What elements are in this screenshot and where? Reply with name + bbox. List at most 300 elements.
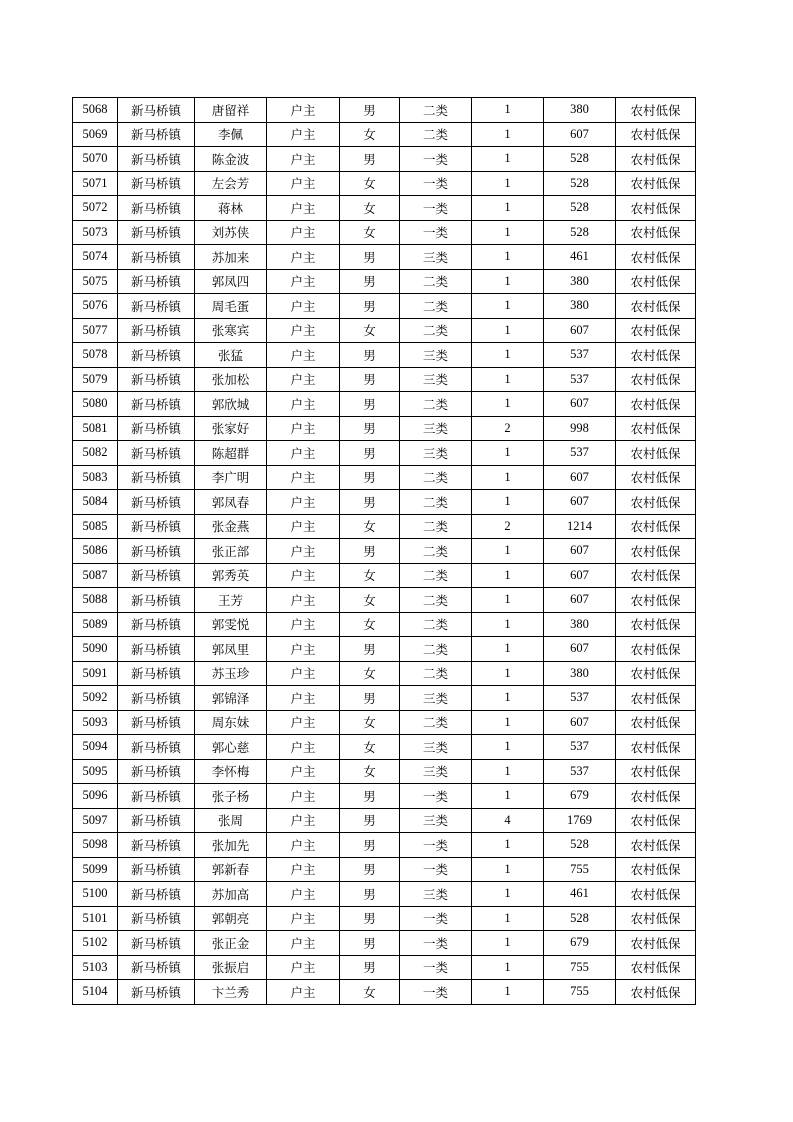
amount-cell: 607 [544, 637, 616, 662]
gender-cell: 男 [340, 343, 400, 368]
assistance-type-cell: 农村低保 [616, 661, 696, 686]
gender-cell: 男 [340, 416, 400, 441]
town-cell: 新马桥镇 [118, 759, 195, 784]
town-cell: 新马桥镇 [118, 784, 195, 809]
amount-cell: 1214 [544, 514, 616, 539]
assistance-type-cell: 农村低保 [616, 882, 696, 907]
table-row [73, 245, 696, 270]
serial-number-cell: 5073 [73, 220, 118, 245]
name-cell: 郭凤里 [195, 637, 267, 662]
town-cell: 新马桥镇 [118, 710, 195, 735]
serial-number-cell: 5104 [73, 980, 118, 1005]
household-size-cell: 4 [472, 808, 544, 833]
gender-cell: 男 [340, 392, 400, 417]
household-size-cell: 1 [472, 147, 544, 172]
table-row [73, 784, 696, 809]
gender-cell: 男 [340, 367, 400, 392]
name-cell: 张正部 [195, 539, 267, 564]
category-cell: 二类 [400, 294, 472, 319]
amount-cell: 607 [544, 490, 616, 515]
name-cell: 苏加高 [195, 882, 267, 907]
household-size-cell: 1 [472, 367, 544, 392]
name-cell: 李广明 [195, 465, 267, 490]
name-cell: 郭秀英 [195, 563, 267, 588]
town-cell: 新马桥镇 [118, 98, 195, 123]
household-size-cell: 1 [472, 906, 544, 931]
assistance-type-cell: 农村低保 [616, 392, 696, 417]
name-cell: 张金燕 [195, 514, 267, 539]
serial-number-cell: 5075 [73, 269, 118, 294]
household-size-cell: 1 [472, 686, 544, 711]
relation-cell: 户主 [267, 637, 340, 662]
household-size-cell: 1 [472, 122, 544, 147]
relation-cell: 户主 [267, 343, 340, 368]
category-cell: 二类 [400, 612, 472, 637]
household-size-cell: 1 [472, 294, 544, 319]
table-row [73, 220, 696, 245]
serial-number-cell: 5091 [73, 661, 118, 686]
serial-number-cell: 5092 [73, 686, 118, 711]
assistance-type-cell: 农村低保 [616, 220, 696, 245]
name-cell: 郭新春 [195, 857, 267, 882]
name-cell: 郭心慈 [195, 735, 267, 760]
relation-cell: 户主 [267, 490, 340, 515]
category-cell: 三类 [400, 367, 472, 392]
amount-cell: 528 [544, 196, 616, 221]
serial-number-cell: 5088 [73, 588, 118, 613]
amount-cell: 380 [544, 294, 616, 319]
relation-cell: 户主 [267, 98, 340, 123]
amount-cell: 607 [544, 563, 616, 588]
gender-cell: 女 [340, 171, 400, 196]
serial-number-cell: 5100 [73, 882, 118, 907]
name-cell: 郭凤四 [195, 269, 267, 294]
town-cell: 新马桥镇 [118, 833, 195, 858]
assistance-type-cell: 农村低保 [616, 294, 696, 319]
household-size-cell: 1 [472, 735, 544, 760]
gender-cell: 男 [340, 490, 400, 515]
category-cell: 三类 [400, 416, 472, 441]
relation-cell: 户主 [267, 441, 340, 466]
gender-cell: 女 [340, 318, 400, 343]
table-row [73, 735, 696, 760]
name-cell: 蒋林 [195, 196, 267, 221]
household-size-cell: 1 [472, 857, 544, 882]
assistance-type-cell: 农村低保 [616, 539, 696, 564]
amount-cell: 679 [544, 784, 616, 809]
category-cell: 三类 [400, 759, 472, 784]
town-cell: 新马桥镇 [118, 980, 195, 1005]
amount-cell: 537 [544, 686, 616, 711]
category-cell: 二类 [400, 588, 472, 613]
household-size-cell: 1 [472, 759, 544, 784]
relation-cell: 户主 [267, 882, 340, 907]
amount-cell: 755 [544, 955, 616, 980]
assistance-type-cell: 农村低保 [616, 441, 696, 466]
gender-cell: 男 [340, 784, 400, 809]
household-size-cell: 1 [472, 882, 544, 907]
assistance-type-cell: 农村低保 [616, 931, 696, 956]
gender-cell: 男 [340, 882, 400, 907]
town-cell: 新马桥镇 [118, 220, 195, 245]
assistance-type-cell: 农村低保 [616, 269, 696, 294]
gender-cell: 男 [340, 808, 400, 833]
serial-number-cell: 5086 [73, 539, 118, 564]
town-cell: 新马桥镇 [118, 906, 195, 931]
table-row [73, 882, 696, 907]
category-cell: 一类 [400, 955, 472, 980]
town-cell: 新马桥镇 [118, 931, 195, 956]
category-cell: 一类 [400, 147, 472, 172]
serial-number-cell: 5084 [73, 490, 118, 515]
household-size-cell: 1 [472, 490, 544, 515]
gender-cell: 女 [340, 661, 400, 686]
name-cell: 苏加来 [195, 245, 267, 270]
serial-number-cell: 5094 [73, 735, 118, 760]
name-cell: 张加松 [195, 367, 267, 392]
household-size-cell: 1 [472, 563, 544, 588]
town-cell: 新马桥镇 [118, 735, 195, 760]
table-row [73, 441, 696, 466]
gender-cell: 女 [340, 122, 400, 147]
gender-cell: 女 [340, 710, 400, 735]
household-size-cell: 2 [472, 514, 544, 539]
category-cell: 一类 [400, 980, 472, 1005]
name-cell: 周东妹 [195, 710, 267, 735]
table-row [73, 980, 696, 1005]
assistance-type-cell: 农村低保 [616, 710, 696, 735]
name-cell: 郭雯悦 [195, 612, 267, 637]
serial-number-cell: 5074 [73, 245, 118, 270]
amount-cell: 1769 [544, 808, 616, 833]
relation-cell: 户主 [267, 906, 340, 931]
name-cell: 唐留祥 [195, 98, 267, 123]
relation-cell: 户主 [267, 392, 340, 417]
household-size-cell: 1 [472, 661, 544, 686]
amount-cell: 679 [544, 931, 616, 956]
relation-cell: 户主 [267, 245, 340, 270]
roster-table [72, 97, 696, 1005]
amount-cell: 528 [544, 171, 616, 196]
relation-cell: 户主 [267, 514, 340, 539]
name-cell: 苏玉珍 [195, 661, 267, 686]
name-cell: 刘苏侠 [195, 220, 267, 245]
serial-number-cell: 5093 [73, 710, 118, 735]
amount-cell: 537 [544, 735, 616, 760]
serial-number-cell: 5079 [73, 367, 118, 392]
town-cell: 新马桥镇 [118, 441, 195, 466]
table-row [73, 367, 696, 392]
household-size-cell: 1 [472, 465, 544, 490]
name-cell: 郭朝亮 [195, 906, 267, 931]
table-row [73, 122, 696, 147]
relation-cell: 户主 [267, 931, 340, 956]
gender-cell: 男 [340, 441, 400, 466]
relation-cell: 户主 [267, 980, 340, 1005]
name-cell: 郭欣城 [195, 392, 267, 417]
relation-cell: 户主 [267, 147, 340, 172]
serial-number-cell: 5070 [73, 147, 118, 172]
amount-cell: 607 [544, 539, 616, 564]
category-cell: 二类 [400, 563, 472, 588]
town-cell: 新马桥镇 [118, 245, 195, 270]
town-cell: 新马桥镇 [118, 392, 195, 417]
relation-cell: 户主 [267, 367, 340, 392]
table-row [73, 808, 696, 833]
assistance-type-cell: 农村低保 [616, 514, 696, 539]
amount-cell: 380 [544, 269, 616, 294]
town-cell: 新马桥镇 [118, 612, 195, 637]
gender-cell: 男 [340, 931, 400, 956]
gender-cell: 女 [340, 759, 400, 784]
town-cell: 新马桥镇 [118, 686, 195, 711]
serial-number-cell: 5083 [73, 465, 118, 490]
amount-cell: 380 [544, 98, 616, 123]
serial-number-cell: 5102 [73, 931, 118, 956]
town-cell: 新马桥镇 [118, 196, 195, 221]
town-cell: 新马桥镇 [118, 955, 195, 980]
name-cell: 左会芳 [195, 171, 267, 196]
household-size-cell: 1 [472, 955, 544, 980]
household-size-cell: 1 [472, 343, 544, 368]
category-cell: 一类 [400, 833, 472, 858]
gender-cell: 女 [340, 514, 400, 539]
town-cell: 新马桥镇 [118, 882, 195, 907]
town-cell: 新马桥镇 [118, 539, 195, 564]
gender-cell: 男 [340, 245, 400, 270]
table-row [73, 686, 696, 711]
town-cell: 新马桥镇 [118, 367, 195, 392]
category-cell: 二类 [400, 465, 472, 490]
serial-number-cell: 5099 [73, 857, 118, 882]
amount-cell: 607 [544, 392, 616, 417]
serial-number-cell: 5081 [73, 416, 118, 441]
category-cell: 三类 [400, 245, 472, 270]
household-size-cell: 1 [472, 539, 544, 564]
amount-cell: 537 [544, 441, 616, 466]
gender-cell: 女 [340, 735, 400, 760]
category-cell: 一类 [400, 931, 472, 956]
town-cell: 新马桥镇 [118, 318, 195, 343]
gender-cell: 男 [340, 833, 400, 858]
gender-cell: 女 [340, 220, 400, 245]
category-cell: 三类 [400, 735, 472, 760]
town-cell: 新马桥镇 [118, 857, 195, 882]
relation-cell: 户主 [267, 710, 340, 735]
serial-number-cell: 5090 [73, 637, 118, 662]
relation-cell: 户主 [267, 220, 340, 245]
amount-cell: 607 [544, 465, 616, 490]
category-cell: 二类 [400, 710, 472, 735]
relation-cell: 户主 [267, 735, 340, 760]
town-cell: 新马桥镇 [118, 171, 195, 196]
name-cell: 王芳 [195, 588, 267, 613]
town-cell: 新马桥镇 [118, 147, 195, 172]
town-cell: 新马桥镇 [118, 294, 195, 319]
name-cell: 张家好 [195, 416, 267, 441]
relation-cell: 户主 [267, 294, 340, 319]
category-cell: 三类 [400, 686, 472, 711]
assistance-type-cell: 农村低保 [616, 833, 696, 858]
amount-cell: 528 [544, 906, 616, 931]
table-row [73, 269, 696, 294]
table-row [73, 147, 696, 172]
assistance-type-cell: 农村低保 [616, 245, 696, 270]
serial-number-cell: 5069 [73, 122, 118, 147]
amount-cell: 461 [544, 245, 616, 270]
category-cell: 二类 [400, 637, 472, 662]
assistance-type-cell: 农村低保 [616, 980, 696, 1005]
category-cell: 二类 [400, 122, 472, 147]
category-cell: 二类 [400, 269, 472, 294]
table-row [73, 490, 696, 515]
amount-cell: 380 [544, 661, 616, 686]
category-cell: 二类 [400, 318, 472, 343]
table-row [73, 857, 696, 882]
assistance-type-cell: 农村低保 [616, 637, 696, 662]
assistance-type-cell: 农村低保 [616, 98, 696, 123]
amount-cell: 607 [544, 318, 616, 343]
amount-cell: 537 [544, 367, 616, 392]
household-size-cell: 2 [472, 416, 544, 441]
household-size-cell: 1 [472, 269, 544, 294]
table-row [73, 465, 696, 490]
serial-number-cell: 5082 [73, 441, 118, 466]
table-row [73, 563, 696, 588]
table-row [73, 931, 696, 956]
category-cell: 一类 [400, 196, 472, 221]
gender-cell: 男 [340, 686, 400, 711]
household-size-cell: 1 [472, 980, 544, 1005]
table-row [73, 759, 696, 784]
name-cell: 李佩 [195, 122, 267, 147]
household-size-cell: 1 [472, 833, 544, 858]
name-cell: 张周 [195, 808, 267, 833]
gender-cell: 男 [340, 539, 400, 564]
relation-cell: 户主 [267, 661, 340, 686]
assistance-type-cell: 农村低保 [616, 147, 696, 172]
table-row [73, 661, 696, 686]
gender-cell: 女 [340, 563, 400, 588]
relation-cell: 户主 [267, 833, 340, 858]
table-row [73, 514, 696, 539]
gender-cell: 女 [340, 588, 400, 613]
town-cell: 新马桥镇 [118, 122, 195, 147]
amount-cell: 998 [544, 416, 616, 441]
category-cell: 二类 [400, 98, 472, 123]
name-cell: 郭锦泽 [195, 686, 267, 711]
table-row [73, 588, 696, 613]
assistance-type-cell: 农村低保 [616, 612, 696, 637]
serial-number-cell: 5098 [73, 833, 118, 858]
relation-cell: 户主 [267, 612, 340, 637]
serial-number-cell: 5087 [73, 563, 118, 588]
table-row [73, 955, 696, 980]
town-cell: 新马桥镇 [118, 514, 195, 539]
household-size-cell: 1 [472, 931, 544, 956]
serial-number-cell: 5068 [73, 98, 118, 123]
town-cell: 新马桥镇 [118, 343, 195, 368]
relation-cell: 户主 [267, 857, 340, 882]
category-cell: 一类 [400, 857, 472, 882]
name-cell: 陈超群 [195, 441, 267, 466]
gender-cell: 男 [340, 147, 400, 172]
table-row [73, 906, 696, 931]
category-cell: 三类 [400, 343, 472, 368]
category-cell: 一类 [400, 906, 472, 931]
assistance-type-cell: 农村低保 [616, 490, 696, 515]
category-cell: 一类 [400, 220, 472, 245]
serial-number-cell: 5103 [73, 955, 118, 980]
household-size-cell: 1 [472, 784, 544, 809]
town-cell: 新马桥镇 [118, 808, 195, 833]
household-size-cell: 1 [472, 318, 544, 343]
amount-cell: 607 [544, 122, 616, 147]
amount-cell: 537 [544, 343, 616, 368]
relation-cell: 户主 [267, 563, 340, 588]
relation-cell: 户主 [267, 318, 340, 343]
household-size-cell: 1 [472, 637, 544, 662]
amount-cell: 380 [544, 612, 616, 637]
name-cell: 陈金波 [195, 147, 267, 172]
amount-cell: 607 [544, 710, 616, 735]
amount-cell: 607 [544, 588, 616, 613]
relation-cell: 户主 [267, 784, 340, 809]
serial-number-cell: 5095 [73, 759, 118, 784]
serial-number-cell: 5101 [73, 906, 118, 931]
relation-cell: 户主 [267, 759, 340, 784]
assistance-type-cell: 农村低保 [616, 563, 696, 588]
relation-cell: 户主 [267, 196, 340, 221]
gender-cell: 男 [340, 906, 400, 931]
gender-cell: 男 [340, 857, 400, 882]
assistance-type-cell: 农村低保 [616, 808, 696, 833]
serial-number-cell: 5078 [73, 343, 118, 368]
assistance-type-cell: 农村低保 [616, 686, 696, 711]
name-cell: 张寒宾 [195, 318, 267, 343]
gender-cell: 女 [340, 612, 400, 637]
table-row [73, 318, 696, 343]
relation-cell: 户主 [267, 588, 340, 613]
amount-cell: 461 [544, 882, 616, 907]
name-cell: 张加先 [195, 833, 267, 858]
assistance-type-cell: 农村低保 [616, 588, 696, 613]
table-row [73, 343, 696, 368]
category-cell: 二类 [400, 490, 472, 515]
category-cell: 二类 [400, 514, 472, 539]
assistance-type-cell: 农村低保 [616, 171, 696, 196]
town-cell: 新马桥镇 [118, 416, 195, 441]
table-row [73, 416, 696, 441]
household-size-cell: 1 [472, 171, 544, 196]
name-cell: 张猛 [195, 343, 267, 368]
household-size-cell: 1 [472, 612, 544, 637]
category-cell: 三类 [400, 808, 472, 833]
name-cell: 张子杨 [195, 784, 267, 809]
gender-cell: 男 [340, 637, 400, 662]
relation-cell: 户主 [267, 686, 340, 711]
table-row [73, 539, 696, 564]
amount-cell: 755 [544, 857, 616, 882]
assistance-type-cell: 农村低保 [616, 955, 696, 980]
amount-cell: 537 [544, 759, 616, 784]
gender-cell: 男 [340, 294, 400, 319]
roster-body [73, 98, 696, 1005]
table-row [73, 392, 696, 417]
relation-cell: 户主 [267, 416, 340, 441]
relation-cell: 户主 [267, 539, 340, 564]
name-cell: 李怀梅 [195, 759, 267, 784]
